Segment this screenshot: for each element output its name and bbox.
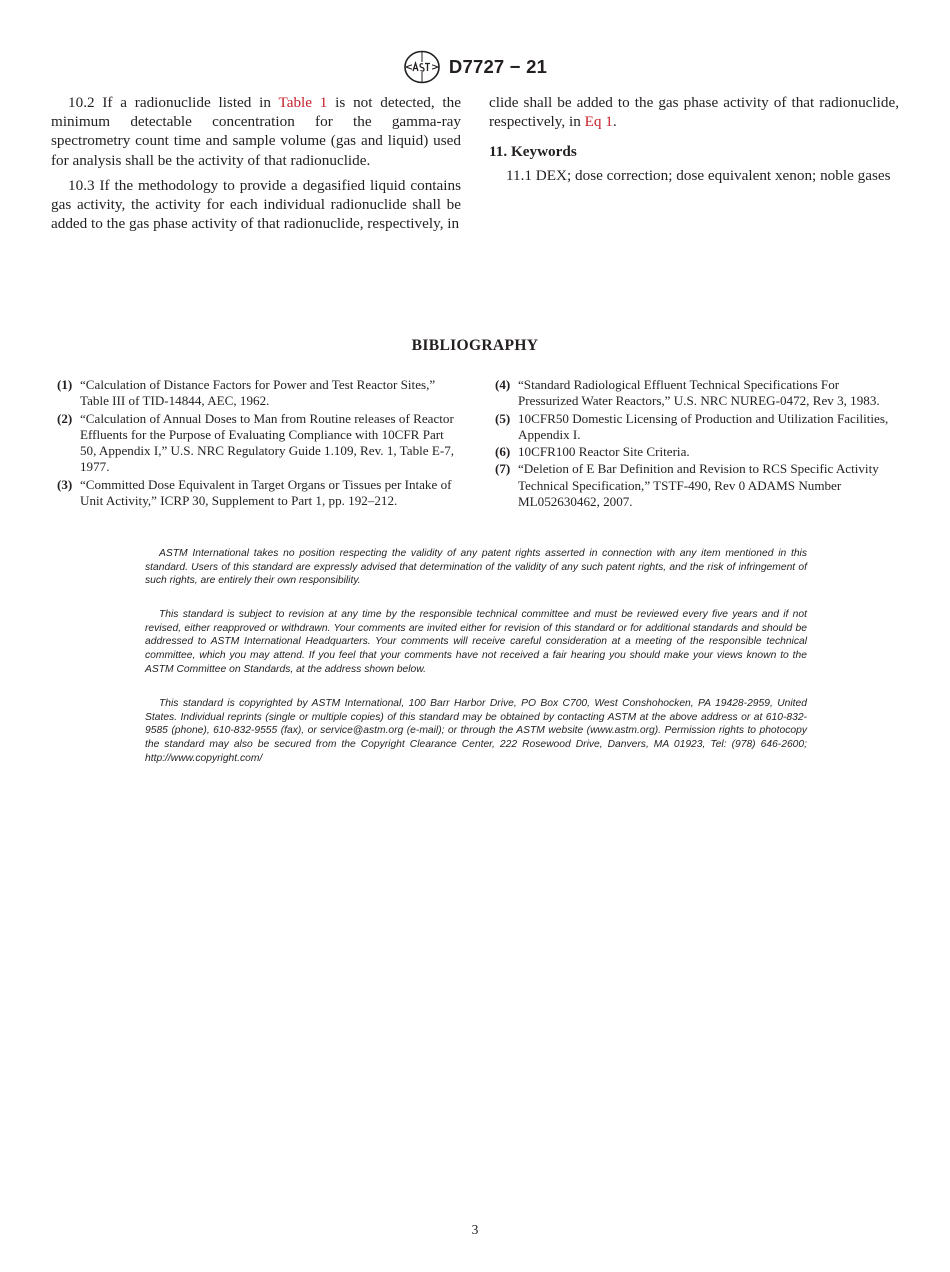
astm-logo-icon bbox=[403, 50, 441, 84]
table-1-link[interactable]: Table 1 bbox=[278, 94, 328, 111]
reference-item bbox=[495, 411, 893, 444]
copyright-notice: This standard is copyrighted by ASTM International, 100 Barr Harbor Drive, PO Box C700, West Conshohocken, PA 19428-2959, United States. Individual reprints (single or multiple copies) of this standard may be obtained by contacting ASTM at the above address or at 610-832-9585 (phone), 610-832-9555 (fax), or service@astm.org (e-mail); or through the ASTM website (www.astm.org). Permission rights to photocopy the standard may also be secured from the Copyright Clearance Center, 222 Rosewood Drive, Danvers, MA 01923, Tel: (978) 646-2600; http://www.copyright.com/ bbox=[145, 698, 807, 764]
right-text-column bbox=[489, 93, 899, 185]
reference-item bbox=[57, 477, 455, 510]
paragraph-10-2: 10.2 If a radionuclide listed in Table 1 is not detected, the minimum detectable concentration for the gamma-ray spectrometry count time and sample volume (gas and liquid) used for analysis shall be the activity of that radionuclide. bbox=[51, 94, 461, 169]
reference-number: (1) bbox=[57, 377, 73, 392]
keywords-heading: 11. Keywords bbox=[489, 143, 577, 161]
reference-item bbox=[57, 411, 455, 476]
reference-item bbox=[495, 461, 893, 510]
paragraph-10-3-continued: clide shall be added to the gas phase activity of that radionuclide, respectively, in Eq 1. bbox=[489, 94, 899, 131]
page-number: 3 bbox=[471, 1222, 479, 1237]
reference-text: “Deletion of E Bar Definition and Revision to RCS Specific Activity Technical Specification,” TSTF-490, Rev 0 ADAMS Number ML052630462, 2007. bbox=[518, 461, 879, 510]
reference-text: “Committed Dose Equivalent in Target Organs or Tissues per Intake of Unit Activity,” ICRP 30, Supplement to Part 1, pp. 192–212. bbox=[80, 476, 452, 509]
reference-number: (5) bbox=[495, 410, 511, 426]
reference-text: 10CFR100 Reactor Site Criteria. bbox=[518, 444, 690, 460]
standard-designation: D7727 − 21 bbox=[448, 56, 548, 77]
revision-notice: This standard is subject to revision at any time by the responsible technical committee and must be reviewed every five years and if not revised, either reapproved or withdrawn. Your comments are invited either for revision of this standard or for additional standards and should be addressed to ASTM International Headquarters. Your comments will receive careful consideration at a meeting of the responsible technical committee, which you may attend. If you feel that your comments have not received a fair hearing you should make your views known to the ASTM Committee on Standards, at the address shown below. bbox=[145, 609, 807, 675]
reference-item bbox=[57, 377, 455, 410]
references-left-column bbox=[57, 377, 455, 510]
reference-item bbox=[495, 377, 893, 410]
reference-number: (4) bbox=[495, 377, 511, 392]
references-right-column bbox=[495, 377, 893, 511]
page-header bbox=[0, 50, 950, 84]
reference-item bbox=[495, 444, 893, 460]
left-text-column bbox=[51, 93, 461, 233]
reference-text: “Calculation of Distance Factors for Power and Test Reactor Sites,” Table III of TID-14844, AEC, 1962. bbox=[80, 377, 436, 409]
patent-notice: ASTM International takes no position respecting the validity of any patent rights asserted in connection with any item mentioned in this standard. Users of this standard are expressly advised that determination of the validity of any such patent rights, and the risk of infringement of such rights, are entirely their own responsibility. bbox=[145, 548, 807, 587]
reference-text: “Calculation of Annual Doses to Man from Routine releases of Reactor Effluents for the Purpose of Evaluating Compliance with 10CFR Part 50, Appendix I,” U.S. NRC Regulatory Guide 1.109, Rev. 1, Table E-7, 1977. bbox=[80, 410, 455, 475]
reference-number: (2) bbox=[57, 410, 73, 426]
paragraph-10-3: 10.3 If the methodology to provide a degasified liquid contains gas activity, the activity for each individual radionuclide shall be added to the gas phase activity of that radionuclide, respectively, in bbox=[51, 176, 461, 233]
reference-number: (7) bbox=[495, 461, 511, 477]
reference-text: “Standard Radiological Effluent Technical Specifications For Pressurized Water Reactors,” U.S. NRC NUREG-0472, Rev 3, 1983. bbox=[518, 377, 880, 409]
reference-number: (3) bbox=[57, 476, 73, 492]
reference-number: (6) bbox=[495, 444, 511, 460]
eq-1-link[interactable]: Eq 1 bbox=[584, 113, 613, 131]
reference-text: 10CFR50 Domestic Licensing of Production and Utilization Facilities, Appendix I. bbox=[518, 410, 889, 442]
bibliography-title: BIBLIOGRAPHY bbox=[411, 337, 539, 354]
keywords-text: 11.1 DEX; dose correction; dose equivalent xenon; noble gases bbox=[506, 166, 891, 184]
